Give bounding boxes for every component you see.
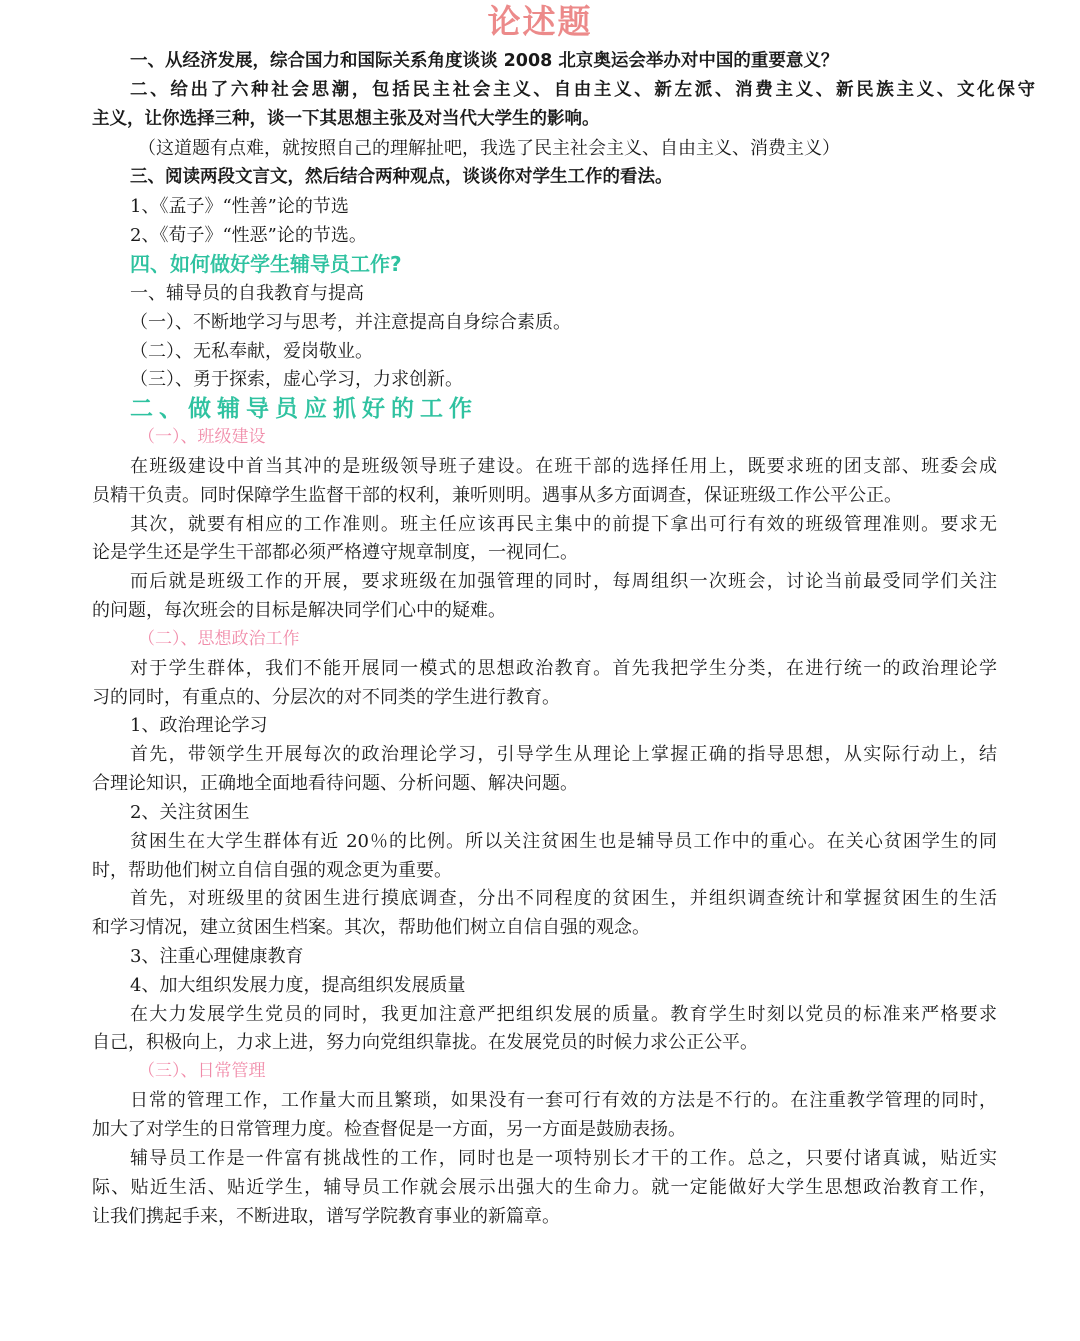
part-2-heading: 二、做辅导员应抓好的工作 (130, 396, 478, 422)
section-2-sub-heading-2: 2、关注贫困生 (130, 802, 250, 823)
section-3-para-2-line-2: 际、贴近生活、贴近学生，辅导员工作就会展示出强大的生命力。就一定能做好大学生思想政治教育工作， (92, 1177, 997, 1198)
page-title: 论述题 (487, 2, 593, 41)
question-1: 一、从经济发展，综合国力和国际关系角度谈谈 2008 北京奥运会举办对中国的重要意义？ (130, 51, 839, 71)
section-3-para-2-line-3: 让我们携起手来，不断进取，谱写学院教育事业的新篇章。 (92, 1206, 560, 1227)
question-2-note: （这道题有点难，就按照自己的理解扯吧，我选了民主社会主义、自由主义、消费主义） (138, 138, 840, 159)
section-1-para-1-line-1: 在班级建设中首当其冲的是班级领导班子建设。在班干部的选择任用上，既要求班的团支部、班委会成 (130, 456, 997, 477)
section-2-para-4-line-2: 和学习情况，建立贫困生档案。其次，帮助他们树立自信自强的观念。 (92, 917, 650, 938)
question-4-heading: 四、如何做好学生辅导员工作? (130, 252, 402, 276)
section-2-para-1-line-1: 对于学生群体，我们不能开展同一模式的思想政治教育。首先我把学生分类，在进行统一的政治理论学 (130, 658, 997, 679)
section-1-heading: （一）、班级建设 (138, 427, 266, 447)
section-2-heading: （二）、思想政治工作 (138, 629, 300, 649)
section-3-para-1-line-2: 加大了对学生的日常管理力度。检查督促是一方面，另一方面是鼓励表扬。 (92, 1119, 686, 1140)
part-1-heading: 一、辅导员的自我教育与提高 (130, 283, 364, 304)
question-3: 三、阅读两段文言文，然后结合两种观点，谈谈你对学生工作的看法。 (130, 167, 673, 187)
question-2-line-1: 二、给出了六种社会思潮，包括民主社会主义、自由主义、新左派、消费主义、新民族主义、文化保守 (130, 80, 1035, 100)
section-1-para-2-line-2: 论是学生还是学生干部都必须严格遵守规章制度，一视同仁。 (92, 542, 578, 563)
question-3-item-1: 1、《孟子》“性善”论的节选 (130, 196, 349, 217)
section-2-sub-heading-4: 4、加大组织发展力度，提高组织发展质量 (130, 975, 466, 996)
part-1-item-3: （三）、勇于探索，虚心学习，力求创新。 (130, 369, 463, 390)
question-3-item-2: 2、《荀子》“性恶”论的节选。 (130, 225, 367, 246)
question-2-line-2: 主义，让你选择三种，谈一下其思想主张及对当代大学生的影响。 (92, 109, 600, 129)
section-1-para-1-line-2: 员精干负责。同时保障学生监督干部的权利，兼听则明。遇事从多方面调查，保证班级工作公平公正。 (92, 485, 902, 506)
section-2-para-5-line-2: 自己，积极向上，力求上进，努力向党组织靠拢。在发展党员的时候力求公正公平。 (92, 1032, 758, 1053)
section-3-para-1-line-1: 日常的管理工作，工作量大而且繁琐，如果没有一套可行有效的方法是不行的。在注重教学管理的同时， (130, 1090, 997, 1111)
section-3-para-2-line-1: 辅导员工作是一件富有挑战性的工作，同时也是一项特别长才干的工作。总之，只要付诸真诚，贴近实 (130, 1148, 997, 1169)
section-2-para-5-line-1: 在大力发展学生党员的同时，我更加注意严把组织发展的质量。教育学生时刻以党员的标准来严格要求 (130, 1004, 997, 1025)
section-1-para-3-line-1: 而后就是班级工作的开展，要求班级在加强管理的同时，每周组织一次班会，讨论当前最受同学们关注 (130, 571, 997, 592)
section-2-para-2-line-1: 首先，带领学生开展每次的政治理论学习，引导学生从理论上掌握正确的指导思想，从实际行动上，结 (130, 744, 997, 765)
section-2-para-3-line-2: 时，帮助他们树立自信自强的观念更为重要。 (92, 860, 452, 881)
section-2-para-2-line-2: 合理论知识，正确地全面地看待问题、分析问题、解决问题。 (92, 773, 578, 794)
part-1-item-1: （一）、不断地学习与思考，并注意提高自身综合素质。 (130, 312, 571, 333)
section-2-para-1-line-2: 习的同时，有重点的、分层次的对不同类的学生进行教育。 (92, 687, 560, 708)
section-1-para-2-line-1: 其次，就要有相应的工作准则。班主任应该再民主集中的前提下拿出可行有效的班级管理准则。要求无 (130, 514, 997, 535)
section-2-para-4-line-1: 首先，对班级里的贫困生进行摸底调查，分出不同程度的贫困生，并组织调查统计和掌握贫困生的生活 (130, 888, 997, 909)
section-1-para-3-line-2: 的问题，每次班会的目标是解决同学们心中的疑难。 (92, 600, 506, 621)
section-3-heading: （三）、日常管理 (138, 1061, 266, 1081)
section-2-sub-heading-3: 3、注重心理健康教育 (130, 946, 304, 967)
section-2-sub-heading-1: 1、政治理论学习 (130, 715, 268, 736)
part-1-item-2: （二）、无私奉献，爱岗敬业。 (130, 341, 373, 362)
section-2-para-3-line-1: 贫困生在大学生群体有近 20％的比例。所以关注贫困生也是辅导员工作中的重心。在关心贫困学生的同 (130, 831, 997, 852)
